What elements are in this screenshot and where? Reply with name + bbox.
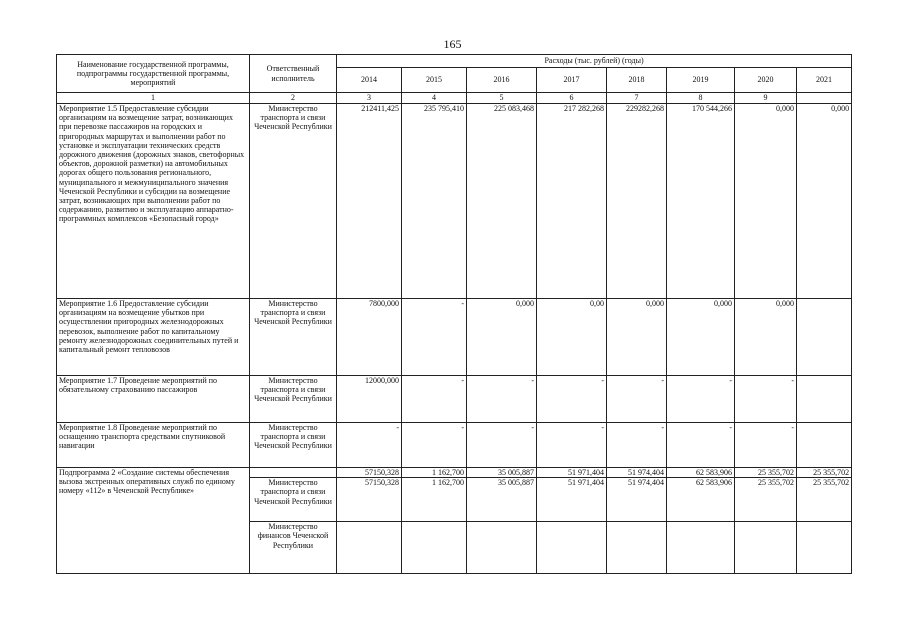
expense-value: - <box>402 423 467 468</box>
header-year: 2017 <box>537 68 607 93</box>
column-number: 5 <box>467 93 537 104</box>
expense-value: 229282,268 <box>607 104 667 299</box>
page-number: 165 <box>443 37 462 51</box>
expense-value <box>667 522 735 574</box>
header-year: 2019 <box>667 68 735 93</box>
column-number: 6 <box>537 93 607 104</box>
expense-value: 170 544,266 <box>667 104 735 299</box>
expense-value: - <box>735 423 797 468</box>
expense-value: 0,000 <box>667 299 735 376</box>
expense-value: 0,000 <box>607 299 667 376</box>
header-year: 2014 <box>337 68 402 93</box>
subprogram-total-value: 51 971,404 <box>537 468 607 478</box>
activity-name: Мероприятие 1.8 Проведение мероприятий по оснащению транспорта средствами спутниковой навигации <box>57 423 250 468</box>
expense-value: 0,000 <box>735 104 797 299</box>
responsible-executor: Министерство транспорта и связи Чеченской Республики <box>250 104 337 299</box>
subprogram-total-label <box>250 468 337 478</box>
expense-value: - <box>607 376 667 423</box>
subprogram-total-row <box>57 468 852 478</box>
expense-value: 51 971,404 <box>537 478 607 522</box>
column-number: 7 <box>607 93 667 104</box>
expense-value: - <box>667 376 735 423</box>
expense-value <box>537 522 607 574</box>
subprogram-total-value: 35 005,887 <box>467 468 537 478</box>
responsible-executor: Министерство транспорта и связи Чеченской Республики <box>250 299 337 376</box>
expense-value: 0,000 <box>735 299 797 376</box>
expense-value: 225 083,468 <box>467 104 537 299</box>
table-row <box>57 423 852 468</box>
column-number: 1 <box>57 93 250 104</box>
expense-value: - <box>467 376 537 423</box>
header-year: 2018 <box>607 68 667 93</box>
expense-value: 25 355,702 <box>797 478 852 522</box>
expense-value <box>735 522 797 574</box>
subprogram-total-value: 51 974,404 <box>607 468 667 478</box>
expense-value: - <box>735 376 797 423</box>
expense-value: 51 974,404 <box>607 478 667 522</box>
expense-value: 212411,425 <box>337 104 402 299</box>
subprogram-total-value: 25 355,702 <box>735 468 797 478</box>
header-year: 2021 <box>797 68 852 93</box>
expense-value: 7800,000 <box>337 299 402 376</box>
column-number: 8 <box>667 93 735 104</box>
expense-value <box>797 376 852 423</box>
budget-table <box>56 54 852 574</box>
expense-value: 0,000 <box>797 104 852 299</box>
table-row <box>57 104 852 299</box>
column-number: 3 <box>337 93 402 104</box>
table-row <box>57 376 852 423</box>
header-executor: Ответственный исполнитель <box>250 55 337 93</box>
expense-value: - <box>402 299 467 376</box>
expense-value: - <box>667 423 735 468</box>
expense-value: - <box>537 376 607 423</box>
header-expenses: Расходы (тыс. рублей) (годы) <box>337 55 852 68</box>
header-name: Наименование государственной программы, подпрограммы государственной программы, мероприятий <box>57 55 250 93</box>
expense-value: 235 795,410 <box>402 104 467 299</box>
column-number: 9 <box>735 93 797 104</box>
expense-value: - <box>607 423 667 468</box>
responsible-executor: Министерство транспорта и связи Чеченской Республики <box>250 478 337 522</box>
subprogram-total-value: 25 355,702 <box>797 468 852 478</box>
header-year: 2020 <box>735 68 797 93</box>
expense-value <box>797 299 852 376</box>
expense-value: - <box>537 423 607 468</box>
expense-value: 12000,000 <box>337 376 402 423</box>
expense-value: 1 162,700 <box>402 478 467 522</box>
expense-value: - <box>467 423 537 468</box>
subprogram-total-value: 1 162,700 <box>402 468 467 478</box>
expense-value <box>402 522 467 574</box>
expense-value: 0,000 <box>467 299 537 376</box>
expense-value: 62 583,906 <box>667 478 735 522</box>
expense-value: - <box>337 423 402 468</box>
activity-name: Мероприятие 1.7 Проведение мероприятий по обязательному страхованию пассажиров <box>57 376 250 423</box>
subprogram-total-value: 62 583,906 <box>667 468 735 478</box>
expense-value <box>797 423 852 468</box>
expense-value <box>337 522 402 574</box>
expense-value: 0,00 <box>537 299 607 376</box>
expense-value: 57150,328 <box>337 478 402 522</box>
table-body <box>57 104 852 574</box>
expense-value: - <box>402 376 467 423</box>
expense-value <box>467 522 537 574</box>
subprogram-total-value: 57150,328 <box>337 468 402 478</box>
subprogram-name: Подпрограмма 2 «Создание системы обеспечения вызова экстренных оперативных служб по единому номеру «112» в Чеченской Республике» <box>57 468 250 574</box>
expense-value <box>797 522 852 574</box>
expense-value: 35 005,887 <box>467 478 537 522</box>
expense-value <box>607 522 667 574</box>
header-year: 2016 <box>467 68 537 93</box>
table-row <box>57 299 852 376</box>
responsible-executor: Министерство транспорта и связи Чеченской Республики <box>250 423 337 468</box>
activity-name: Мероприятие 1.6 Предоставление субсидии организациям на возмещение убытков при осуществлении пригородных железнодорожных перевозок, выполнение работ по капитальному ремонту железнодорожных соединительных путей и капитальный ремонт тепловозов <box>57 299 250 376</box>
column-number: 2 <box>250 93 337 104</box>
activity-name: Мероприятие 1.5 Предоставление субсидии организациям на возмещение затрат, возникающих при перевозке пассажиров на городских и пригородных маршрутах и выполнении работ по установке и эксплуатации технических средств дорожного движения (дорожных знаков, светофорных объектов, дорожной разметки) на автомобильных дорогах общего пользования регионального, муниципального и межмуниципального значения Чеченской Республики и субсидии на возмещение затрат, возникающих при выполнении работ по содержанию, развитию и эксплуатацию аппаратно-программных комплексов «Безопасный город» <box>57 104 250 299</box>
responsible-executor: Министерство финансов Чеченской Республики <box>250 522 337 574</box>
expense-value: 217 282,268 <box>537 104 607 299</box>
responsible-executor: Министерство транспорта и связи Чеченской Республики <box>250 376 337 423</box>
header-year: 2015 <box>402 68 467 93</box>
expense-value: 25 355,702 <box>735 478 797 522</box>
column-number <box>797 93 852 104</box>
column-number: 4 <box>402 93 467 104</box>
